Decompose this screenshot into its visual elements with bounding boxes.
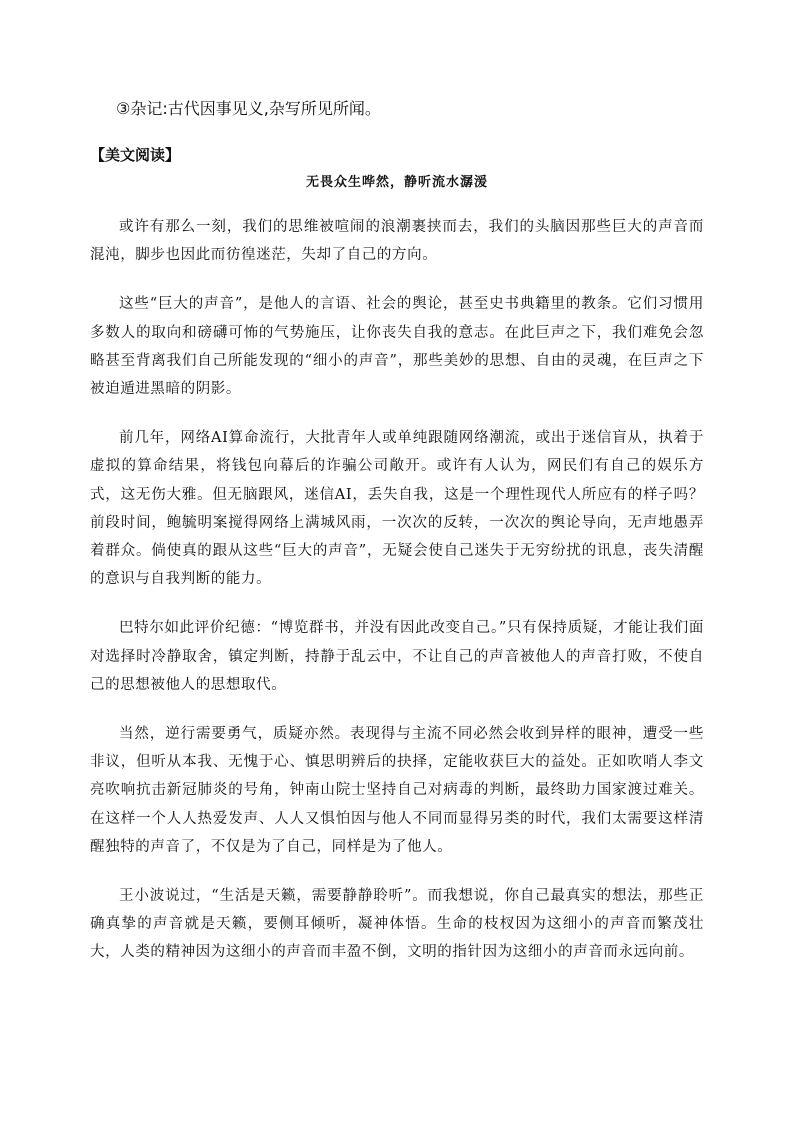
paragraph: 或许有那么一刻，我们的思维被喧闹的浪潮裹挟而去，我们的头脑因那些巨大的声音而混沌，脚步也因此而彷徨迷茫，失却了自己的方向。 (90, 219, 704, 264)
essay-body (90, 213, 704, 988)
essay-title: 无畏众生哗然，静听流水潺湲 (305, 175, 488, 190)
paragraph: 这些“巨大的声音”，是他人的言语、社会的舆论，甚至史书典籍里的教条。它们习惯用多数人的取向和磅礴可怖的气势施压，让你丧失自我的意志。在此巨声之下，我们难免会忽略甚至背离我们自己所能发现的“细小的声音”，那些美妙的思想、自由的灵魂，在巨声之下被迫遁进黑暗的阴影。 (90, 296, 704, 398)
paragraph: 当然，逆行需要勇气，质疑亦然。表现得与主流不同必然会收到异样的眼神，遭受一些非议，但听从本我、无愧于心、慎思明辨后的抉择，定能收获巨大的益处。正如吹哨人李文亮吹响抗击新冠肺炎的号角，钟南山院士坚持自己对病毒的判断，最终助力国家渡过难关。在这样一个人人热爱发声、人人又惧怕因与他人不同而显得另类的时代，我们太需要这样清醒独特的声音了，不仅是为了自己，同样是为了他人。 (90, 726, 704, 855)
paragraph: 王小波说过，“生活是天籁，需要静静聆听”。而我想说，你自己最真实的想法，那些正确真挚的声音就是天籁，要侧耳倾听，凝神体悟。生命的枝杈因为这细小的声音而繁茂壮大，人类的精神因为这细小的声音而丰盈不倒，文明的指针因为这细小的声音而永远向前。 (90, 888, 704, 961)
annotation-note: ③杂记:古代因事见义,杂写所见所闻。 (116, 99, 381, 118)
paragraph: 巴特尔如此评价纪德：“博览群书，并没有因此改变自己。”只有保持质疑，才能让我们面对选择时冷静取舍，镇定判断，持静于乱云中，不让自己的声音被他人的声音打败，不使自己的思想被他人的思想取代。 (90, 620, 704, 693)
paragraph: 前几年，网络AI算命流行，大批青年人或单纯跟随网络潮流，或出于迷信盲从，执着于虚拟的算命结果，将钱包向幕后的诈骗公司敞开。或许有人认为，网民们有自己的娱乐方式，这无伤大雅。但无脑跟风，迷信AI，丢失自我，这是一个理性现代人所应有的样子吗？前段时间，鲍毓明案搅得网络上满城风雨，一次次的反转，一次次的舆论导向，无声地愚弄着群众。倘使真的跟从这些“巨大的声音”，无疑会使自己迷失于无穷纷扰的讯息，丧失清醒的意识与自我判断的能力。 (90, 430, 704, 588)
section-heading: 【美文阅读】 (90, 146, 181, 164)
